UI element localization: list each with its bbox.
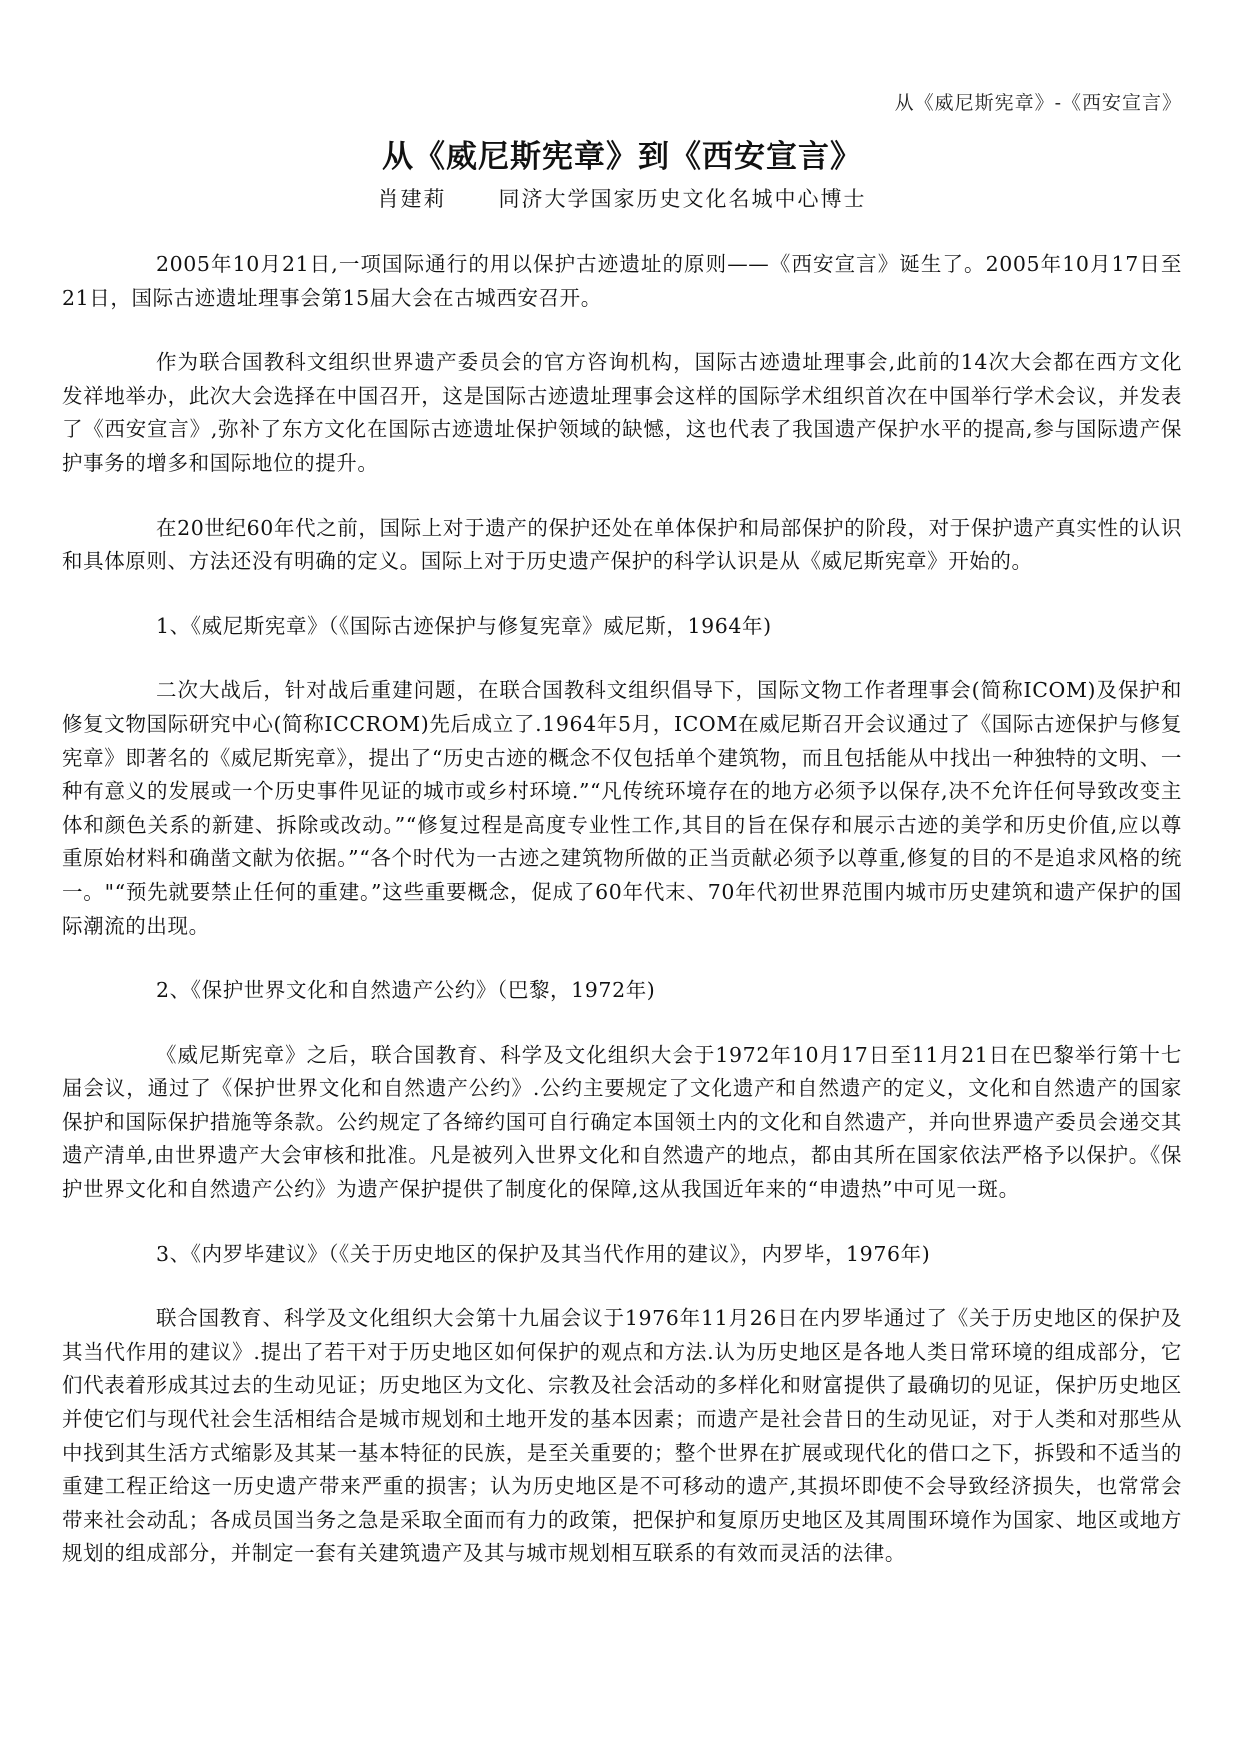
author-affiliation: 同济大学国家历史文化名城中心博士 (498, 187, 867, 211)
paragraph-world-heritage-convention: 《威尼斯宪章》之后，联合国教育、科学及文化组织大会于1972年10月17日至11月21日在巴黎举行第十七届会议，通过了《保护世界文化和自然遗产公约》.公约主要规定了文化遗产和自然遗产的定义，文化和自然遗产的国家保护和国际保护措施等条款。公约规定了各缔约国可自行确定本国领土内的文化和自然遗产，并向世界遗产委员会递交其遗产清单,由世界遗产大会审核和批准。凡是被列入世界文化和自然遗产的地点，都由其所在国家依法严格予以保护。《保护世界文化和自然遗产公约》为遗产保护提供了制度化的保障,这从我国近年来的“申遗热”中可见一斑。 (62, 1042, 1182, 1202)
paragraph-nairobi-recommendation: 联合国教育、科学及文化组织大会第十九届会议于1976年11月26日在内罗毕通过了《关于历史地区的保护及其当代作用的建议》.提出了若干对于历史地区如何保护的观点和方法.认为历史地区是各地人类日常环境的组成部分，它们代表着形成其过去的生动见证；历史地区为文化、宗教及社会活动的多样化和财富提供了最确切的见证，保护历史地区并使它们与现代社会生活相结合是城市规划和土地开发的基本因素；而遗产是社会昔日的生动见证，对于人类和对那些从中找到其生活方式缩影及其某一基本特征的民族，是至关重要的；整个世界在扩展或现代化的借口之下，拆毁和不适当的重建工程正给这一历史遗产带来严重的损害；认为历史地区是不可移动的遗产,其损坏即使不会导致经济损失，也常常会带来社会动乱；各成员国当务之急是采取全面而有力的政策，把保护和复原历史地区及其周围环境作为国家、地区或地方规划的组成部分，并制定一套有关建筑遗产及其与城市规划相互联系的有效而灵活的法律。 (62, 1306, 1182, 1566)
article-body (62, 248, 1182, 1602)
paragraph-intro: 2005年10月21日,一项国际通行的用以保护古迹遗址的原则——《西安宣言》诞生了。2005年10月17日至21日，国际古迹遗址理事会第15届大会在古城西安召开。 (62, 252, 1182, 310)
running-header: 从《威尼斯宪章》-《西安宣言》 (894, 92, 1182, 114)
author-name: 肖建莉 (377, 187, 447, 211)
paragraph-venice-charter: 二次大战后，针对战后重建问题，在联合国教科文组织倡导下，国际文物工作者理事会(简称ICOM)及保护和修复文物国际研究中心(简称ICCROM)先后成立了.1964年5月，ICOM在威尼斯召开会议通过了《国际古迹保护与修复宪章》即著名的《威尼斯宪章》，提出了“历史古迹的概念不仅包括单个建筑物，而且包括能从中找出一种独特的文明、一种有意义的发展或一个历史事件见证的城市或乡村环境.”“凡传统环境存在的地方必须予以保存,决不允许任何导致改变主体和颜色关系的新建、拆除或改动。”“修复过程是高度专业性工作,其目的旨在保存和展示古迹的美学和历史价值,应以尊重原始材料和确凿文献为依据。”“各个时代为一古迹之建筑物所做的正当贡献必须予以尊重,修复的目的不是追求风格的统一。"“预先就要禁止任何的重建。”这些重要概念，促成了60年代末、70年代初世界范围内城市历史建筑和遗产保护的国际潮流的出现。 (62, 678, 1182, 938)
section-heading-world-heritage-convention: 2、《保护世界文化和自然遗产公约》（巴黎，1972年) (156, 978, 656, 1003)
section-heading-nairobi-recommendation: 3、《内罗毕建议》（《关于历史地区的保护及其当代作用的建议》，内罗毕，1976年) (156, 1241, 931, 1266)
byline (62, 183, 1182, 213)
paragraph-background: 作为联合国教科文组织世界遗产委员会的官方咨询机构，国际古迹遗址理事会,此前的14次大会都在西方文化发祥地举办，此次大会选择在中国召开，这是国际古迹遗址理事会这样的国际学术组织首次在中国举行学术会议，并发表了《西安宣言》,弥补了东方文化在国际古迹遗址保护领域的缺憾，这也代表了我国遗产保护水平的提高,参与国际遗产保护事务的增多和国际地位的提升。 (62, 350, 1182, 475)
page-title: 从《威尼斯宪章》到《西安宣言》 (382, 139, 862, 175)
section-heading-venice-charter: 1、《威尼斯宪章》（《国际古迹保护与修复宪章》威尼斯，1964年) (156, 613, 772, 638)
paragraph-history: 在20世纪60年代之前，国际上对于遗产的保护还处在单体保护和局部保护的阶段，对于保护遗产真实性的认识和具体原则、方法还没有明确的定义。国际上对于历史遗产保护的科学认识是从《威尼斯宪章》开始的。 (62, 515, 1182, 574)
